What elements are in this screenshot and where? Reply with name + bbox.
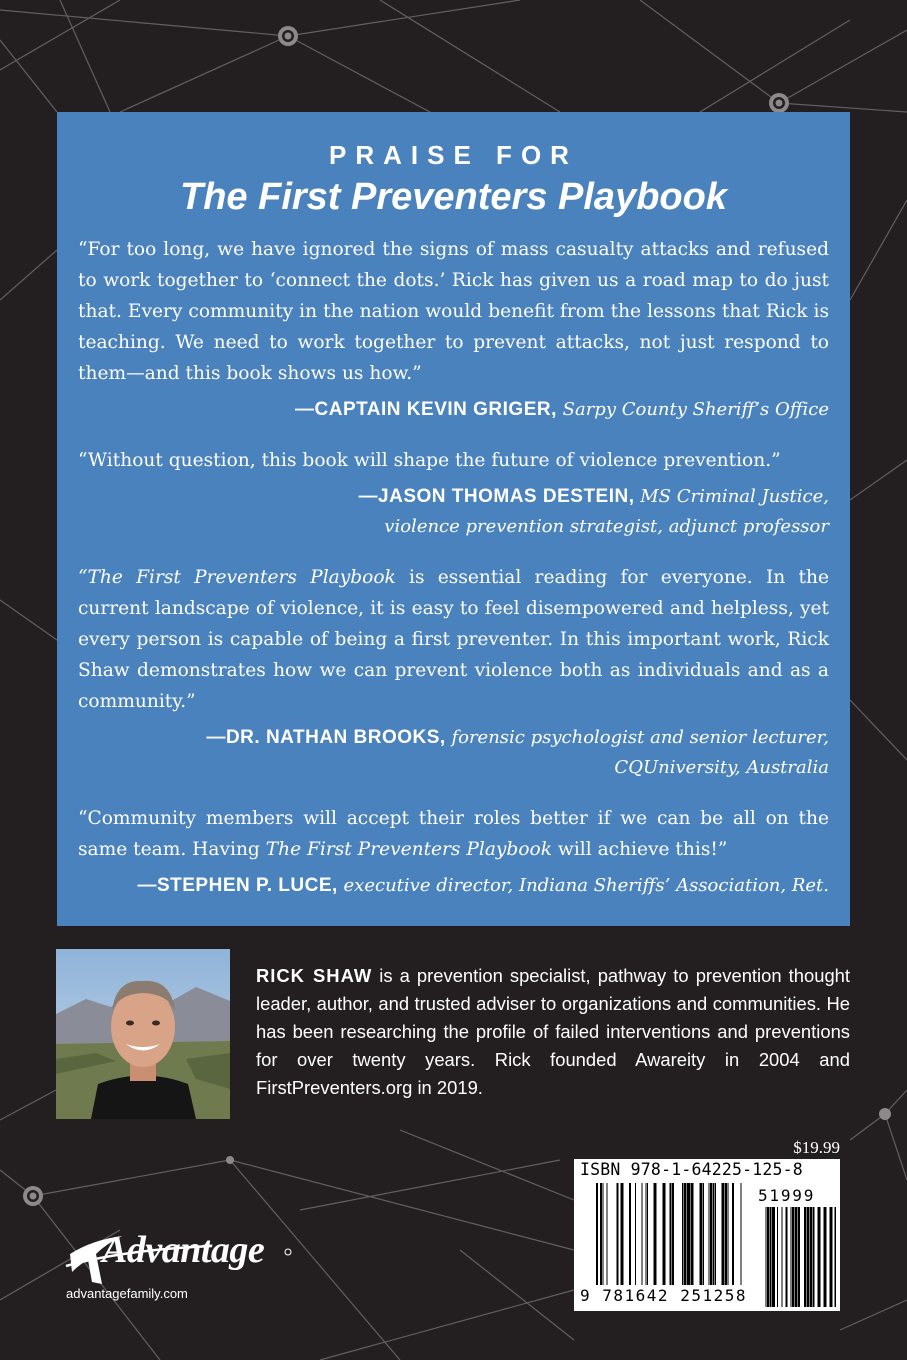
- barcode-bar: [642, 1183, 643, 1285]
- author-bio-text: is a prevention specialist, pathway to prevention thought leader, author, and trusted adviser to organizations and communities. He has been researching the profile of failed interventions and preventions for over twenty years. Rick founded Awareity in 2004 and FirstPreventers.org in 2019.: [256, 965, 851, 1098]
- attribution-role-line2: CQUniversity, Australia: [614, 757, 829, 778]
- quote-1: “For too long, we have ignored the signs of mass casualty attacks and refused to work together to ‘connect the dots.’ Rick has given us a road map to do just that. Every community in the nation would benefit from the lessons that Rick is teaching. We need to work together to prevent attacks, not just respond to them—and this book shows us how.”: [78, 239, 829, 384]
- author-photo: [56, 949, 230, 1119]
- barcode-bar: [741, 1183, 742, 1285]
- barcode-bar: [646, 1183, 647, 1285]
- barcode-bar: [709, 1183, 710, 1285]
- author-bio: [256, 962, 850, 1102]
- quote-2: “Without question, this book will shape the future of violence prevention.”: [78, 450, 781, 471]
- barcode-bar: [818, 1207, 821, 1307]
- author-name: RICK SHAW: [256, 965, 373, 986]
- ean-digits: 9 781642 251258: [580, 1286, 747, 1305]
- isbn-barcode: [574, 1159, 840, 1311]
- attribution-role-line2: violence prevention strategist, adjunct professor: [384, 516, 829, 537]
- barcode-bar: [703, 1183, 704, 1285]
- barcode-bar: [835, 1207, 837, 1307]
- barcode-bar: [596, 1183, 598, 1285]
- barcode-bar: [770, 1207, 772, 1307]
- barcode-bar: [792, 1207, 794, 1307]
- barcode-bar: [772, 1207, 775, 1307]
- barcode-bar: [810, 1207, 812, 1307]
- attribution-name: —JASON THOMAS DESTEIN,: [358, 486, 635, 507]
- barcode-bar: [670, 1183, 672, 1285]
- praise-heading: PRAISE FOR: [329, 140, 578, 170]
- barcode-bar: [813, 1207, 815, 1307]
- attribution-name: —DR. NATHAN BROOKS,: [206, 727, 446, 748]
- barcode-bar: [600, 1183, 602, 1285]
- quote-text: “Community members will accept their roles better if we can be all on the same team. Having: [78, 808, 829, 860]
- attribution-role: executive director, Indiana Sheriffs’ Association, Ret.: [343, 875, 829, 896]
- barcode-bar: [804, 1207, 806, 1307]
- barcode-bar: [629, 1183, 631, 1285]
- barcode-bar: [824, 1207, 827, 1307]
- price: $19.99: [793, 1138, 840, 1157]
- barcode-bar: [682, 1183, 683, 1285]
- barcode-bar: [647, 1183, 648, 1285]
- publisher-website: advantagefamily.com: [66, 1286, 188, 1301]
- book-title: The First Preventers Playbook: [180, 176, 727, 218]
- barcode-bar: [607, 1183, 608, 1285]
- barcode-bar: [617, 1183, 619, 1285]
- barcode-bar: [766, 1207, 767, 1307]
- attribution-2: [78, 482, 829, 542]
- attribution-role: forensic psychologist and senior lecturer,: [451, 727, 829, 748]
- barcode-bar: [728, 1183, 729, 1285]
- barcode-bar: [715, 1183, 716, 1285]
- barcode-bar: [621, 1183, 624, 1285]
- attribution-4: [78, 871, 829, 901]
- barcode-bar: [672, 1183, 674, 1285]
- barcode-bar: [786, 1207, 788, 1307]
- attribution-role: MS Criminal Justice,: [640, 486, 829, 507]
- barcode-bar: [710, 1183, 712, 1285]
- barcode-bar: [603, 1183, 604, 1285]
- barcode-bar: [807, 1207, 810, 1307]
- barcode-bar: [722, 1183, 725, 1285]
- attribution-role: Sarpy County Sheriff’s Office: [562, 399, 829, 420]
- barcode-bar: [798, 1207, 800, 1307]
- barcode-bar: [777, 1207, 778, 1307]
- praise-panel: [57, 112, 850, 926]
- barcode-bar: [713, 1183, 715, 1285]
- barcode-bar: [791, 1207, 792, 1307]
- barcode-bar: [795, 1207, 798, 1307]
- barcode-bar: [700, 1183, 703, 1285]
- barcode-bar: [691, 1183, 694, 1285]
- barcode-bar: [767, 1207, 769, 1307]
- quote-book-title: “The First Preventers Playbook: [78, 567, 396, 588]
- quote-text: will achieve this!”: [552, 839, 728, 860]
- attribution-name: —STEPHEN P. LUCE,: [137, 875, 338, 896]
- barcode-bar: [635, 1183, 636, 1285]
- quote-4: [78, 803, 829, 865]
- barcode-bar: [725, 1183, 727, 1285]
- isbn-number: ISBN 978-1-64225-125-8: [580, 1160, 803, 1179]
- barcode-bar: [782, 1207, 783, 1307]
- barcode-bar: [654, 1183, 657, 1285]
- price-supplement-digits: 51999: [758, 1186, 816, 1205]
- barcode-bar: [663, 1183, 666, 1285]
- attribution-3: [78, 723, 829, 783]
- barcode-bar: [732, 1183, 734, 1285]
- quote-text: is essential reading for everyone. In the current landscape of violence, it is easy to feel disempowered and helpless, yet every person is capable of being a first preventer. In this important work, Rick Shaw demonstrates how we can prevent violence both as individuals and as a community.”: [78, 567, 829, 712]
- publisher-logo-text: Advantage: [102, 1229, 265, 1271]
- attribution-1: [78, 395, 829, 425]
- barcode-bar: [687, 1183, 690, 1285]
- barcode-bar: [830, 1207, 833, 1307]
- attribution-name: —CAPTAIN KEVIN GRIGER,: [295, 399, 557, 420]
- quote-book-title: The First Preventers Playbook: [265, 839, 552, 860]
- quote-3: [78, 562, 829, 717]
- barcode-bar: [684, 1183, 687, 1285]
